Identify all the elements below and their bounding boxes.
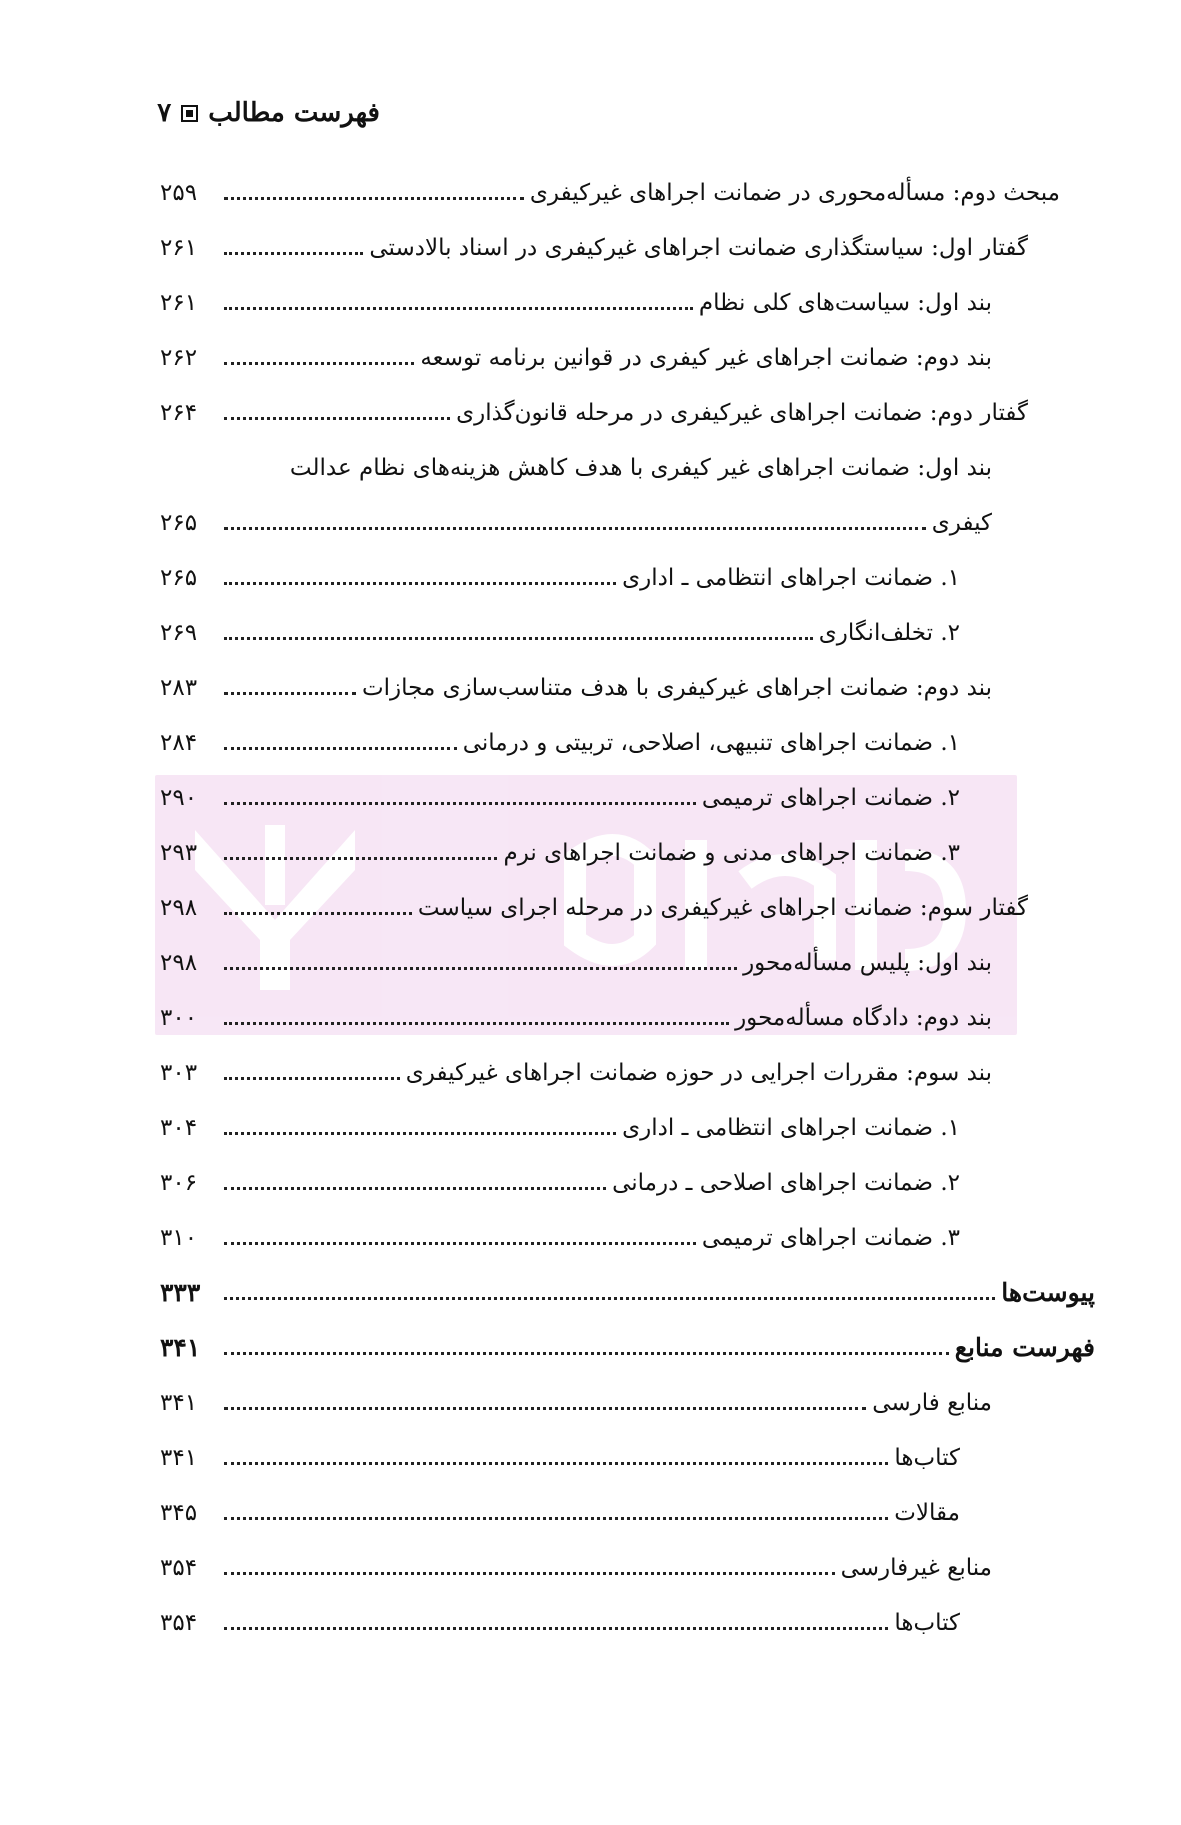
toc-entry[interactable] [160,1378,992,1418]
toc-entry-title: بند اول: پلیس مسأله‌محور [743,950,992,976]
toc-entry[interactable] [160,993,992,1033]
toc-entry[interactable] [160,553,960,593]
toc-entry-page: ۳۴۵ [160,1500,198,1526]
dot-leader [224,967,737,970]
toc-entry-title: ۳. ضمانت اجراهای مدنی و ضمانت اجراهای نرم [503,840,960,866]
toc-entry-page: ۳۴۱ [160,1390,198,1416]
toc-entry-page: ۲۶۱ [160,290,198,316]
toc-entry-page: ۳۵۴ [160,1555,198,1581]
toc-entry[interactable] [160,828,960,868]
dot-leader [224,1352,949,1355]
header-title: فهرست مطالب [208,98,380,128]
toc-entry-title: بند دوم: ضمانت اجراهای غیر کیفری در قوانین برنامه توسعه [420,345,992,371]
toc-entry-title: ۲. ضمانت اجراهای ترمیمی [701,785,960,811]
toc-entry[interactable] [160,1268,1095,1308]
dot-leader [224,197,524,200]
toc-entry-page: ۳۰۴ [160,1115,198,1141]
dot-leader [224,1572,835,1575]
toc-entry[interactable] [160,223,1028,263]
toc-entry-title: گفتار سوم: ضمانت اجراهای غیرکیفری در مرحله اجرای سیاست [417,895,1028,921]
toc-entry-title: منابع غیرفارسی [840,1555,992,1581]
toc-entry[interactable] [160,1103,960,1143]
toc-entry[interactable] [130,443,992,483]
dot-leader [224,1132,616,1135]
toc-entry-page: ۲۹۸ [160,950,198,976]
dot-leader [224,1242,696,1245]
dot-leader [224,1627,888,1630]
dot-leader [224,747,457,750]
dot-leader [224,1022,729,1025]
toc-entry[interactable] [160,1488,960,1528]
toc-entry-title: ۳. ضمانت اجراهای ترمیمی [701,1225,960,1251]
toc-entry-title: ۲. تخلف‌انگاری [818,620,960,646]
dot-leader [224,692,356,695]
toc-entry-title: منابع فارسی [872,1390,992,1416]
toc-entry-title: ۲. ضمانت اجراهای اصلاحی ـ درمانی [612,1170,960,1196]
toc-entry-page: ۲۸۳ [160,675,198,701]
toc-entry-page: ۲۶۵ [160,565,198,591]
toc-entry-title: کیفری [931,510,992,536]
dot-leader [224,637,813,640]
toc-entry-page: ۲۹۸ [160,895,198,921]
dot-leader [224,362,414,365]
toc-entry-page: ۳۰۶ [160,1170,198,1196]
dot-leader [224,307,693,310]
toc-entry-title: ۱. ضمانت اجراهای انتظامی ـ اداری [622,1115,960,1141]
toc-entry-page: ۳۰۰ [160,1005,198,1031]
toc-entry-page: ۲۶۲ [160,345,198,371]
toc-entry-title: فهرست منابع [954,1333,1095,1362]
toc-entry-title: بند سوم: مقررات اجرایی در حوزه ضمانت اجراهای غیرکیفری [405,1060,992,1086]
toc-entry-page: ۳۱۰ [160,1225,198,1251]
dot-leader [224,1297,995,1300]
toc-entry-title: کتاب‌ها [894,1610,960,1636]
toc-entry-page: ۳۴۱ [160,1333,201,1362]
dot-leader [224,912,412,915]
toc-entry[interactable] [160,1048,992,1088]
dot-leader [224,417,450,420]
toc-entry-title: کتاب‌ها [894,1445,960,1471]
toc-entry-page: ۲۸۴ [160,730,198,756]
toc-entry[interactable] [160,1433,960,1473]
toc-entry-title: مقالات [894,1500,960,1526]
toc-entry[interactable] [160,1213,960,1253]
toc-entry[interactable] [160,388,1028,428]
toc-entry-page: ۳۰۳ [160,1060,198,1086]
toc-entry-title: گفتار دوم: ضمانت اجراهای غیرکیفری در مرحله قانون‌گذاری [456,400,1028,426]
toc-entry-title: ۱. ضمانت اجراهای انتظامی ـ اداری [622,565,960,591]
toc-entry[interactable] [160,773,960,813]
toc-entry-page: ۲۶۱ [160,235,198,261]
toc-entry[interactable] [160,883,1028,923]
toc-entry-title: بند دوم: ضمانت اجراهای غیرکیفری با هدف متناسب‌سازی مجازات [362,675,992,701]
dot-leader [224,1462,888,1465]
toc-entry-title: گفتار اول: سیاستگذاری ضمانت اجراهای غیرکیفری در اسناد بالادستی [369,235,1028,261]
toc-entry-title: بند اول: سیاست‌های کلی نظام [698,290,992,316]
toc-entry-page: ۳۵۴ [160,1610,198,1636]
toc-entry-page: ۲۶۹ [160,620,198,646]
toc-entry[interactable] [160,1158,960,1198]
toc-entry-title: مبحث دوم: مسأله‌محوری در ضمانت اجراهای غیرکیفری [529,180,1060,206]
dot-leader [224,252,363,255]
toc-entry[interactable] [160,938,992,978]
toc-entry-page: ۲۹۳ [160,840,198,866]
toc-entry-page: ۲۶۵ [160,510,198,536]
header-page-number: ۷ [157,98,172,128]
dot-leader [224,527,926,530]
toc-entry-page: ۲۵۹ [160,180,198,206]
dot-leader [224,1517,888,1520]
toc-entry[interactable] [160,1543,992,1583]
toc-entry-title: بند اول: ضمانت اجراهای غیر کیفری با هدف کاهش هزینه‌های نظام عدالت [289,455,992,481]
dot-leader [224,857,497,860]
dot-leader [224,1407,866,1410]
toc-entry[interactable] [160,278,992,318]
toc-entry[interactable] [160,498,992,538]
dot-leader [224,802,696,805]
toc-entry-page: ۲۶۴ [160,400,198,426]
toc-entry[interactable] [160,608,960,648]
toc-entry-title: ۱. ضمانت اجراهای تنبیهی، اصلاحی، تربیتی و درمانی [462,730,960,756]
toc-entry-page: ۳۴۱ [160,1445,198,1471]
toc-entry[interactable] [160,718,960,758]
toc-entry-title: بند دوم: دادگاه مسأله‌محور [735,1005,992,1031]
toc-entry[interactable] [160,168,1060,208]
toc-entry-page: ۳۳۳ [160,1278,201,1307]
toc-entry-title: پیوست‌ها [1001,1278,1095,1307]
toc-entry[interactable] [160,1598,960,1638]
toc-entry[interactable] [160,663,992,703]
toc-entry[interactable] [160,1323,1095,1363]
toc-entry[interactable] [160,333,992,373]
toc-entry-page: ۲۹۰ [160,785,198,811]
dot-leader [224,582,616,585]
dot-leader [224,1077,400,1080]
dot-leader [224,1187,606,1190]
